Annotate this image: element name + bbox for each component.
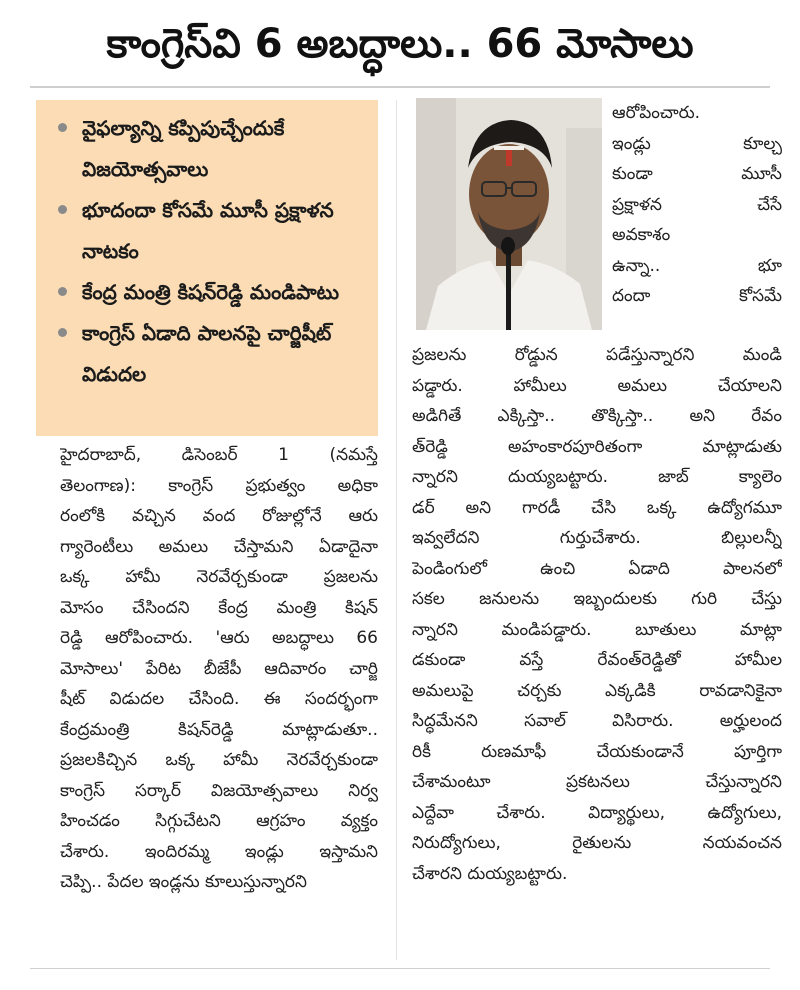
highlight-text: కేంద్ర మంత్రి కిషన్‌రెడ్డి మండిపాటు [82, 280, 340, 304]
right-column-text [412, 340, 782, 889]
text-line: రికీ రుణమాఫీ చేయకుండానే పూర్తిగా [412, 741, 782, 762]
text-line: న్నారని దుయ్యబట్టారు. జాబ్ క్యాలెం [412, 467, 782, 487]
text-line: ప్రక్షాళన చేసే [612, 194, 782, 215]
top-rule [30, 86, 770, 88]
text-line: ఇండ్లు కూల్చ [612, 133, 782, 154]
text-line: పడ్డారు. హామీలు అమలు చేయాలని [412, 375, 782, 396]
text-line: డకుండా వస్తే రేవంత్‌రెడ్డితో హామీల [412, 650, 782, 670]
text-line: రంలోకి వచ్చిన వంద రోజుల్లోనే ఆరు [60, 506, 378, 526]
highlight-text: వైఫల్యాన్ని కప్పిపుచ్చేందుకే విజయోత్సవాలు [82, 116, 285, 181]
text-line: నిరుద్యోగులు, రైతులను నయవంచన [412, 833, 782, 853]
bottom-rule [30, 968, 770, 969]
highlights-box [36, 100, 378, 436]
column-divider [396, 100, 397, 960]
text-line: రెడ్డి ఆరోపించారు. 'ఆరు అబద్ధాలు 66 [60, 628, 378, 648]
text-line: అవకాశం [612, 225, 671, 245]
text-line: చెప్పి.. పేదల ఇండ్లను కూలుస్తున్నారని [60, 872, 307, 892]
text-line: ఎద్దేవా చేశారు. విద్యార్థులు, ఉద్యోగులు, [412, 802, 782, 823]
text-line: ప్రజలను రోడ్డున పడేస్తున్నారని మండి [412, 345, 782, 365]
text-line: ఆరోపించారు. [612, 103, 701, 123]
text-line: డర్ అని గారడీ చేసి ఒక్క ఉద్యోగమూ [412, 497, 782, 518]
portrait-photo [416, 98, 602, 330]
headline: కాంగ్రెస్‌వి 6 అబద్ధాలు.. 66 మోసాలు [106, 21, 694, 67]
text-line: ప్రజలకిచ్చిన ఒక్క హామీ నెరవేర్చకుండా [60, 750, 378, 770]
text-line: అమలుపై చర్చకు ఎక్కడికి రావడానికైనా [412, 680, 782, 701]
text-line: కుండా మూసీ [612, 164, 782, 184]
text-line: త్‌రెడ్డి అహంకారపూరితంగా మాట్లాడుతు [412, 436, 782, 457]
text-line: సకల జనులను ఇబ్బందులకు గురి చేస్తు [412, 589, 782, 609]
text-line: మోసాలు' పేరిట బీజేపీ ఆదివారం చార్జి [60, 658, 378, 679]
text-line: తెలంగాణ): కాంగ్రెస్ ప్రభుత్వం అధికా [60, 475, 378, 496]
text-line: ఇవ్వలేదని గుర్తుచేశారు. బిల్లులన్నీ [412, 528, 782, 548]
text-line: ఉన్నా.. భూ [612, 255, 782, 276]
text-line: చేశారని దుయ్యబట్టారు. [412, 863, 568, 884]
text-line: సిద్ధమేనని సవాల్ విసిరారు. అర్హులంద [412, 711, 782, 731]
left-column-text [60, 440, 378, 898]
text-line: పెండింగులో ఉంచి ఏడాది పాలనలో [412, 558, 782, 579]
text-line: కాంగ్రెస్ సర్కార్ విజయోత్సవాలు నిర్వ [60, 780, 378, 801]
text-line: కేంద్రమంత్రి కిషన్‌రెడ్డి మాట్లాడుతూ.. [60, 719, 378, 740]
round-bullet-icon [58, 205, 67, 214]
text-line: చేశామంటూ ప్రకటనలు చేస్తున్నారని [412, 772, 782, 792]
text-line: హించడం సిగ్గుచేటని ఆగ్రహం వ్యక్తం [60, 811, 378, 831]
text-line: దందా కోసమే [612, 286, 782, 306]
text-line: షీట్ విడుదల చేసింది. ఈ సందర్భంగా [60, 689, 378, 709]
text-line: గ్యారెంటీలు అమలు చేస్తామని ఏడాదైనా [60, 536, 378, 557]
text-line: హైదరాబాద్, డిసెంబర్ 1 (నమస్తే [60, 445, 378, 465]
highlight-text: కాంగ్రెస్ ఏడాది పాలనపై చార్జిషీట్ విడుదల [82, 321, 332, 386]
highlight-item [58, 313, 366, 395]
round-bullet-icon [58, 328, 67, 337]
text-line: మోసం చేసిందని కేంద్ర మంత్రి కిషన్ [60, 597, 378, 618]
text-line: అడిగితే ఎక్కిస్తా.. తొక్కిస్తా.. అని రేవం [412, 406, 782, 426]
highlight-item [58, 272, 366, 313]
highlight-item [58, 108, 366, 190]
text-line: చేశారు. ఇందిరమ్మ ఇండ్లు ఇస్తామని [60, 841, 378, 862]
text-line: న్నారని మండిపడ్డారు. బూతులు మాట్లా [412, 619, 782, 640]
highlight-text: భూదందా కోసమే మూసీ ప్రక్షాళన నాటకం [82, 198, 334, 263]
right-wrap-text [612, 98, 782, 312]
round-bullet-icon [58, 123, 67, 132]
highlight-item [58, 190, 366, 272]
text-line: ఒక్క హామీ నెరవేర్చకుండా ప్రజలను [60, 567, 378, 587]
round-bullet-icon [58, 287, 67, 296]
portrait-illustration [416, 98, 602, 330]
